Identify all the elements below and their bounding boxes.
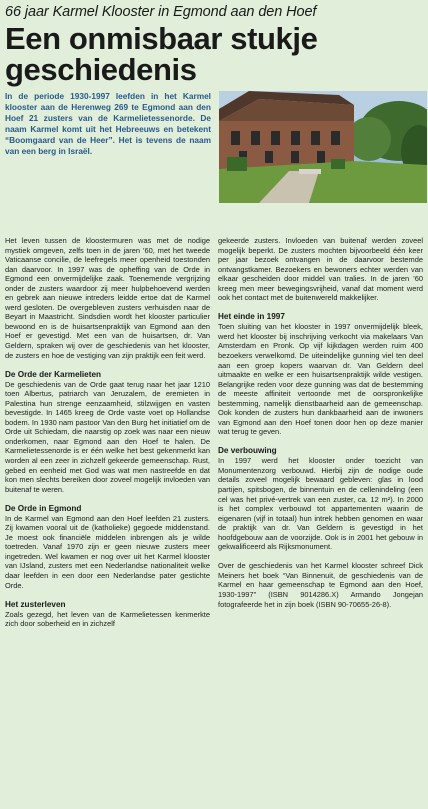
lead-paragraph: In de periode 1930-1997 leefden in het Karmel klooster aan de Herenweg 269 te Egmond aan den Hoef 21 zusters van de Karmelietessenorde. De naam Karmel komt uit het Hebreeuws en betekent “Boomgaard van de Heer”. Het is tevens de naam van een berg in Israël.	[5, 91, 211, 156]
right-column	[218, 236, 423, 609]
body-paragraph: gekeerde zusters. Invloeden van buitenaf werden zoveel mogelijk beperkt. De zusters mochten bijvoorbeeld één keer per jaar bezoek ontvangen in de daarvoor bestemde ontvangstkamer. Bezoekers en bewoners echter werden van elkaar gescheiden door middel van tralies. In de jaren ’60 kreeg men meer bewegingsvrijheid, vanaf dat moment werd ook het contact met de buitenwereld makkelijker.	[218, 236, 423, 303]
section-heading: Het zusterleven	[5, 599, 66, 609]
body-paragraph: In de Karmel van Egmond aan den Hoef leefden 21 zusters. Zij kwamen vooral uit de (katholieke) gegoede middenstand. Je moest ook financiële middelen inbrengen als je wilde toetreden. Vanaf 1970 zijn er geen nieuwe zusters meer ingetreden. Wel kwamen er nog over uit het Karmel klooster van IJsland, zusters met een Nederlandse nationaliteit welke daar leefden in een door een Nederlandse pater gestichte Orde.	[5, 513, 210, 590]
photo-of-monastery-icon	[219, 91, 427, 203]
section-heading: De Orde in Egmond	[5, 503, 82, 513]
left-column	[5, 236, 210, 629]
body-paragraph: Zoals gezegd, het leven van de Karmelietessen kenmerkte zich door soberheid en in zichzelf	[5, 609, 210, 629]
title-line-2: geschiedenis	[5, 52, 197, 87]
body-paragraph: De geschiedenis van de Orde gaat terug naar het jaar 1210 toen Albertus, patriarch van Jeruzalem, de eremieten in Palestina hun strenge eenzaamheid, stilzwijgen en vasten bevestigde. In 1465 kreeg de Orde vaste voet op Hollandse bodem. In 1930 nam pastoor Van den Burg het initiatief om de Orde uit Schiedam, die naarstig op zoek was naar een nieuw onderkomen, naar Egmond aan den Hoef te halen. De Karmelietessenorde is er één welke het best gekenmerkt kan worden al een zeer in zichzelf gekeerde gemeenschap. Rust, gebed en eenheid met God was wat men nastreefde en dat kon men slechts bereiken door zoveel mogelijk invloeden van buitenaf te weren.	[5, 379, 210, 494]
section-heading: De Orde der Karmelieten	[5, 369, 102, 379]
article-title	[5, 23, 423, 85]
body-paragraph: Over de geschiedenis van het Karmel klooster schreef Dick Meiners het boek “Van Binnenuit, de geschiedenis van de Karmel en haar gemeenschap te Egmond aan den Hoef, 1930-1997” (ISBN 9014286.X) Armando Jongejan fotografeerde het in zijn boek (ISBN 90-70655-26-8).	[218, 561, 423, 609]
body-paragraph: Toen sluiting van het klooster in 1997 onvermijdelijk bleek, werd het klooster bij inschrijving verkocht via makelaars Van Amsterdam en Pronk. Op vijf kijkdagen werden ruim 400 bezoekers verwelkomd. De uiteindelijke gunning viel ten deel aan een groep kopers waarvan dr. Van Geldern deel uitmaakte en welke er een huisartsenpraktijk wilde vestigen. Belangrijke reden voor deze gunning was dat de bestemming de meeste affiniteit vertoonde met de oorspronkelijke bestemming, namelijk dienstbaarheid aan de gemeenschap. Ook konden de zusters hun dankbaarheid aan de inwoners van Egmond aan den Hoef tonen door hen op deze manier wat terug te geven.	[218, 322, 423, 437]
title-line-1: Een onmisbaar stukje	[5, 21, 318, 56]
article-kicker: 66 jaar Karmel Klooster in Egmond aan den Hoef	[5, 4, 317, 20]
monastery-photo	[219, 91, 427, 203]
body-paragraph: In 1997 werd het klooster onder toezicht van Monumentenzorg verbouwd. Hierbij zijn de nodige oude details zoveel mogelijk bewaard gebleven: glas in lood partijen, spitsbogen, de binnentuin en de cellenindeling (een cel was het privé-vertrek van een zuster, ca. 12 m²). In 2000 is het complex verbouwd tot appartementen waarin de eigenaren (vijf in totaal) hun intrek hebben genomen en waar de praktijk van dr. Van Geldern is gevestigd in het hoofdgebouw aan de voorzijde. Ook is in 2001 het gebouw in gekwalificeerd als Rijksmonument.	[218, 456, 423, 552]
section-heading: Het einde in 1997	[218, 312, 285, 322]
body-paragraph: Het leven tussen de kloostermuren was met de nodige mystiek omgeven, zelfs toen in de jaren ’60, met het tweede Vaticaanse concilie, de leefregels meer openheid toestonden dan daarvoor. In 1997 was de opheffing van de Orde in Egmond een onvermijdelijke zaak. Toenemende vergrijzing onder de zusters waardoor zij meer hulpbehoevend werden en gebrek aan nieuwe intreders leidde ertoe dat de Karmel werd gesloten. De overgebleven zusters verhuisden naar de Beyart in Maastricht. Sindsdien wordt het klooster particulier bewoond en is de huisartsenpraktijk van Egmond aan den Hoef er gevestigd. Met een van de huisartsen, dr. Van Geldern, spraken wij over de geschiedenis van het klooster, de zusters en hoe de vestiging van zijn praktijk een feit werd.	[5, 236, 210, 360]
intro-row	[5, 91, 423, 203]
section-heading: De verbouwing	[218, 446, 277, 456]
